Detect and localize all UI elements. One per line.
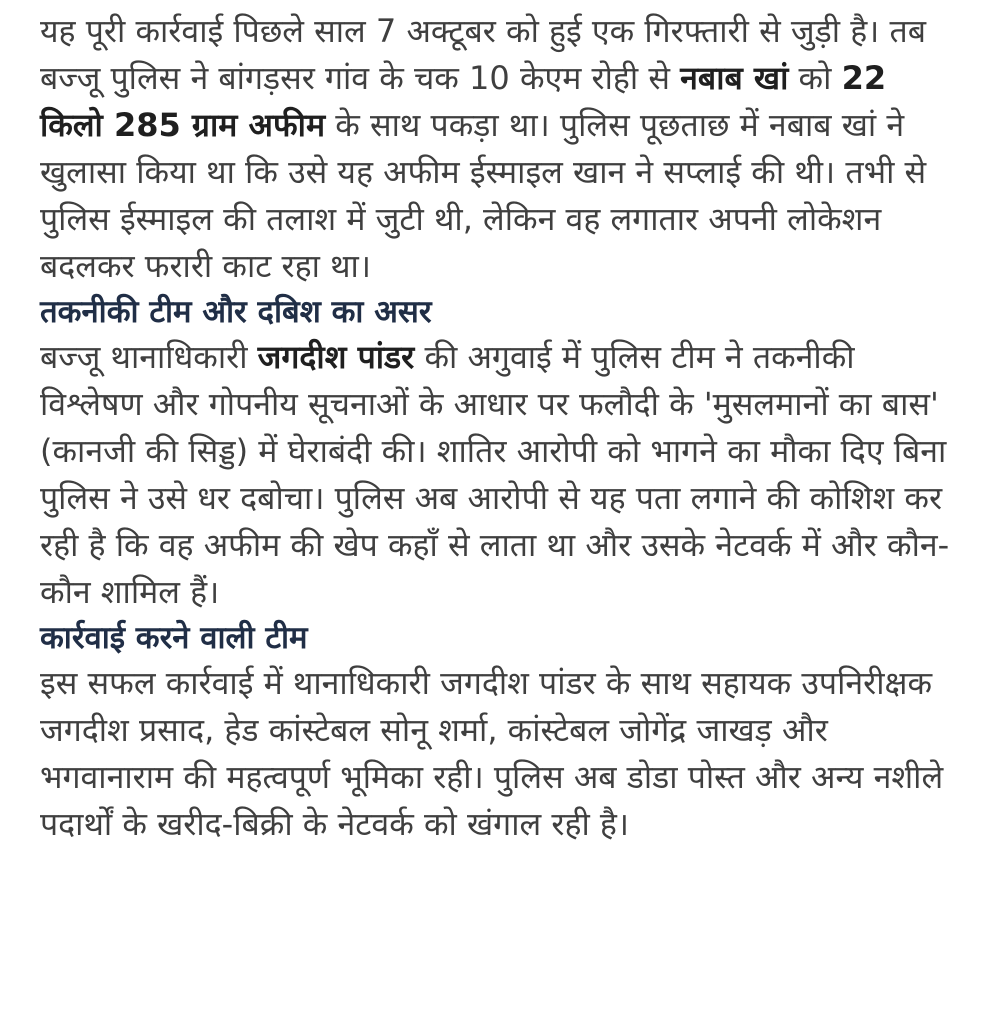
para1-text-2: को <box>788 59 842 97</box>
para1-text-3: के साथ पकड़ा था। पुलिस पूछताछ में नबाब खां ने खुलासा किया था कि उसे यह अफीम ईस्माइल खान ने सप्लाई की थी। तभी से पुलिस ईस्माइल की तलाश में जुटी थी, लेकिन वह लगातार अपनी लोकेशन बदलकर फरारी काट रहा था। <box>40 106 927 285</box>
para1-text-1: यह पूरी कार्रवाई पिछले साल 7 अक्टूबर को हुई एक गिरफ्तारी से जुड़ी है। तब बज्जू पुलिस ने बांगड़सर गांव के चक 10 केएम रोही से <box>40 12 926 97</box>
section-heading-action-team: कार्रवाई करने वाली टीम <box>40 620 308 656</box>
para1-bold-seizure-quantity: 22 किलो 285 ग्राम अफीम <box>40 59 887 144</box>
paragraph-raid-details <box>40 334 960 616</box>
article-body <box>40 8 960 848</box>
para2-text-1: बज्जू थानाधिकारी <box>40 338 258 376</box>
para2-text-2: की अगुवाई में पुलिस टीम ने तकनीकी विश्लेषण और गोपनीय सूचनाओं के आधार पर फलौदी के 'मुसलमानों का बास' (कानजी की सिड्ड) में घेराबंदी की। शातिर आरोपी को भागने का मौका दिए बिना पुलिस ने उसे धर दबोचा। पुलिस अब आरोपी से यह पता लगाने की कोशिश कर रही है कि वह अफीम की खेप कहाँ से लाता था और उसके नेटवर्क में और कौन-कौन शामिल हैं। <box>40 338 950 611</box>
paragraph-arrest-background <box>40 8 960 290</box>
paragraph-team-members: इस सफल कार्रवाई में थानाधिकारी जगदीश पांडर के साथ सहायक उपनिरीक्षक जगदीश प्रसाद, हेड कांस्टेबल सोनू शर्मा, कांस्टेबल जोगेंद्र जाखड़ और भगवानाराम की महत्वपूर्ण भूमिका रही। पुलिस अब डोडा पोस्त और अन्य नशीले पदार्थों के खरीद-बिक्री के नेटवर्क को खंगाल रही है। <box>40 664 944 843</box>
section-heading-technical-team: तकनीकी टीम और दबिश का असर <box>40 294 432 330</box>
para2-bold-officer-name: जगदीश पांडर <box>257 338 415 376</box>
para1-bold-accused-name: नबाब खां <box>680 59 789 97</box>
